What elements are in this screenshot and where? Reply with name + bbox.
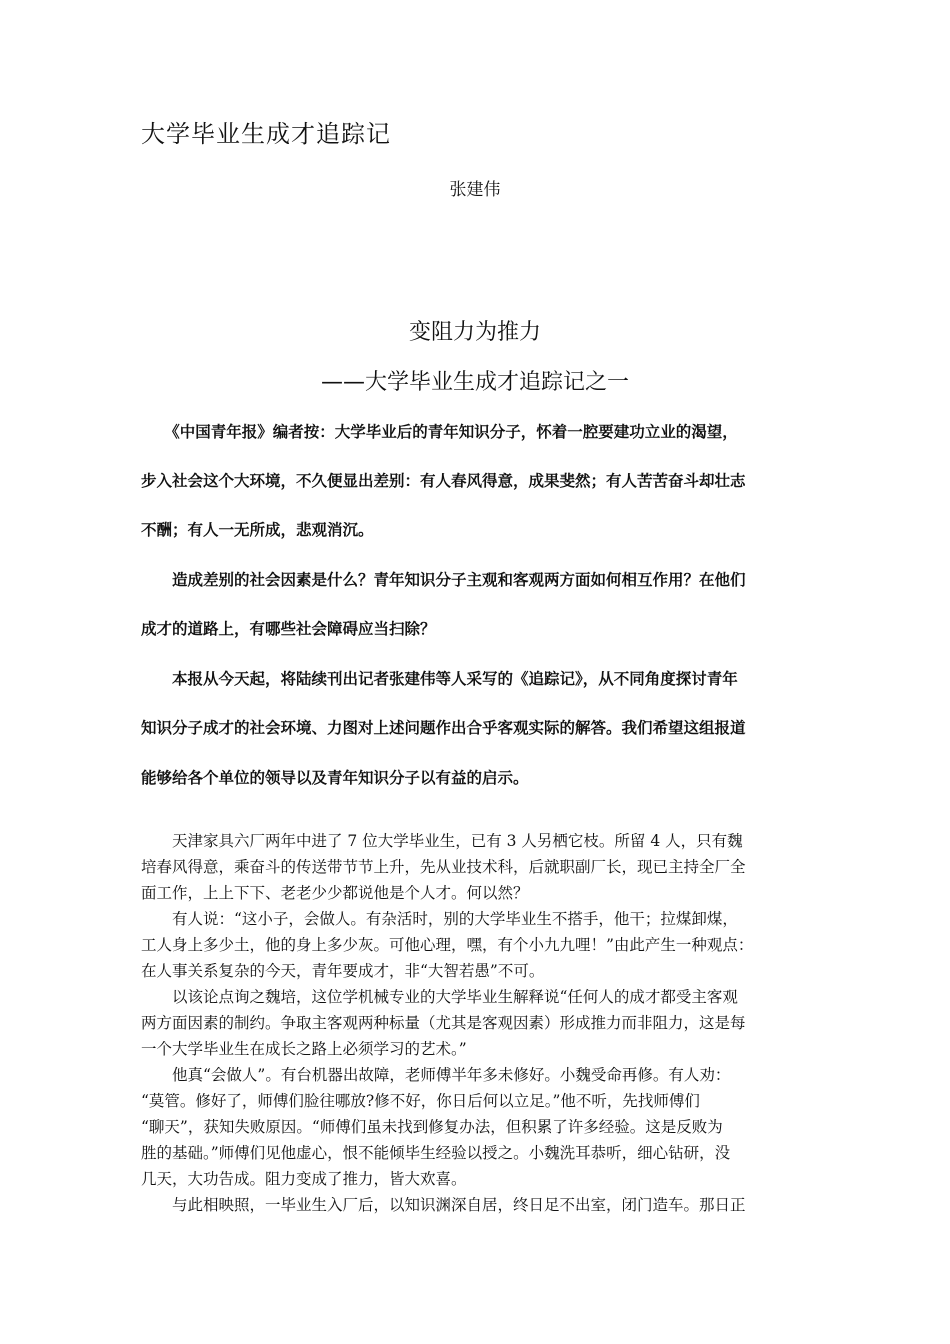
body-line: 以该论点询之魏培，这位学机械专业的大学毕业生解释说“任何人的成才都受主客观 [141,988,738,1006]
body-line: 工人身上多少土，他的身上多少灰。可他心理，嘿，有个小九九哩！”由此产生一种观点： [141,936,754,954]
editor-note-line: 成才的道路上，有哪些社会障碍应当扫除？ [141,620,436,638]
body-line: 与此相映照，一毕业生入厂后，以知识渊深自居，终日足不出室，闭门造车。那日正 [141,1196,746,1214]
body-line: 一个大学毕业生在成长之路上必须学习的艺术。” [141,1040,467,1058]
body-line: 有人说：“这小子，会做人。有杂活时，别的大学毕业生不搭手，他干；拉煤卸煤， [141,910,738,928]
body-line: 几天，大功告成。阻力变成了推力，皆大欢喜。 [141,1170,467,1188]
body-line: 在人事关系复杂的今天，青年要成才，非“大智若愚”不可。 [141,962,545,980]
body-line: “莫管。修好了，师傅们脸往哪放?修不好，你日后何以立足。”他不听，先找师傅们 [141,1092,700,1110]
body-line: 面工作，上上下下、老老少少都说他是个人才。何以然？ [141,884,529,902]
author-name: 张建伟 [449,180,501,200]
section-subtitle: ——大学毕业生成才追踪记之一 [320,370,629,395]
body-line: 他真“会做人”。有台机器出故障，老师傅半年多未修好。小魏受命再修。有人劝： [141,1066,731,1084]
body-line: 天津家具六厂两年中进了 7 位大学毕业生，已有 3 人另栖它枝。所留 4 人，只有魏 [141,832,743,850]
body-line: 两方面因素的制约。争取主客观两种标量（尤其是客观因素）形成推力而非阻力，这是每 [141,1014,746,1032]
editor-note-line: 不酬；有人一无所成，悲观消沉。 [141,521,374,539]
editor-note-line: 造成差别的社会因素是什么？青年知识分子主观和客观两方面如何相互作用？在他们 [141,571,746,589]
document-title: 大学毕业生成才追踪记 [141,120,391,148]
body-line: 胜的基础。”师傅们见他虚心，恨不能倾毕生经验以授之。小魏洗耳恭听，细心钻研，没 [141,1144,731,1162]
section-title: 变阻力为推力 [408,320,541,345]
editor-note-line: 步入社会这个大环境，不久便显出差别：有人春风得意，成果斐然；有人苦苦奋斗却壮志 [141,472,746,490]
editor-note-line: 《中国青年报》编者按：大学毕业后的青年知识分子，怀着一腔要建功立业的渴望， [141,423,738,441]
body-line: 培春风得意，乘奋斗的传送带节节上升，先从业技术科，后就职副厂长，现已主持全厂全 [141,858,746,876]
editor-note-line: 能够给各个单位的领导以及青年知识分子以有益的启示。 [141,769,529,787]
body-line: “聊天”，获知失败原因。“师傅们虽未找到修复办法，但积累了许多经验。这是反败为 [141,1118,723,1136]
editor-note-line: 知识分子成才的社会环境、力图对上述问题作出合乎客观实际的解答。我们希望这组报道 [141,719,746,737]
editor-note-line: 本报从今天起，将陆续刊出记者张建伟等人采写的《追踪记》，从不同角度探讨青年 [141,670,738,688]
